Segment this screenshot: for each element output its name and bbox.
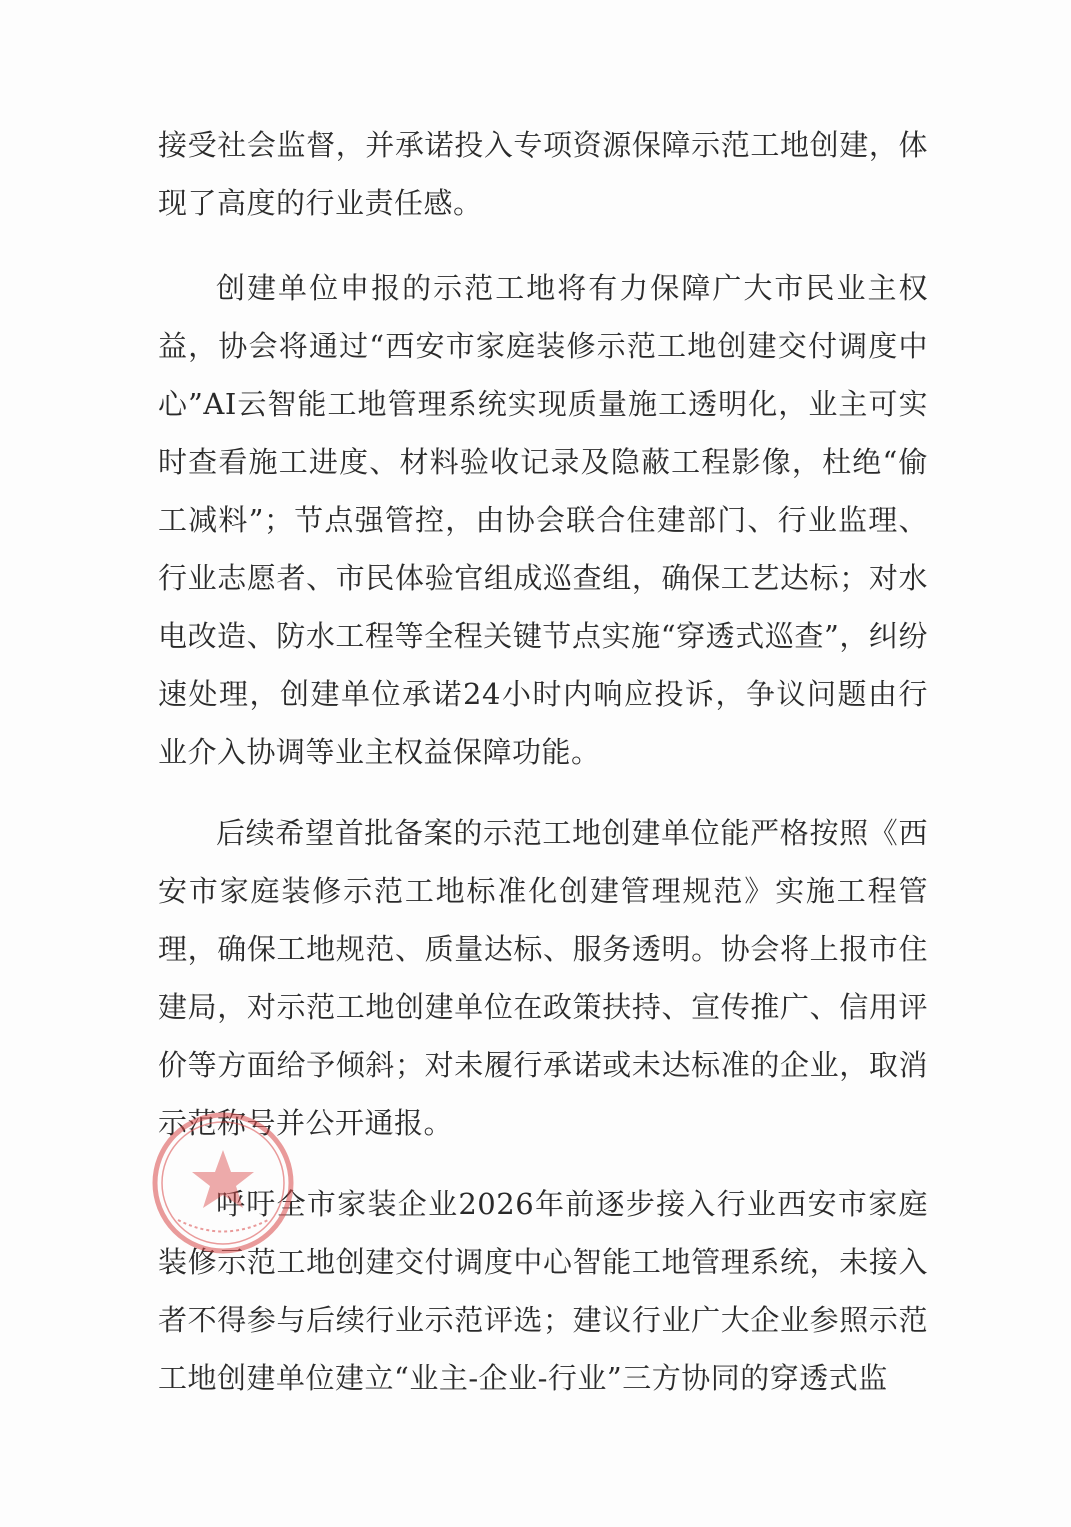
paragraph-text: 呼吁全市家装企业2026年前逐步接入行业西安市家庭装修示范工地创建交付调度中心智能工地管理系统，未接入者不得参与后续行业示范评选；建议行业广大企业参照示范工地创建单位建立“业主-企业-行业”三方协同的穿透式监 <box>158 1187 928 1395</box>
paragraph-text: 接受社会监督，并承诺投入专项资源保障示范工地创建，体现了高度的行业责任感。 <box>158 128 928 220</box>
paragraph-text: 创建单位申报的示范工地将有力保障广大市民业主权益，协会将通过“西安市家庭装修示范工地创建交付调度中心”AI云智能工地管理系统实现质量施工透明化，业主可实时查看施工进度、材料验收记录及隐蔽工程影像，杜绝“偷工减料”；节点强管控，由协会联合住建部门、行业监理、行业志愿者、市民体验官组成巡查组，确保工艺达标；对水电改造、防水工程等全程关键节点实施“穿透式巡查”，纠纷速处理，创建单位承诺24小时内响应投诉，争议问题由行业介入协调等业主权益保障功能。 <box>158 271 928 769</box>
red-seal-stamp-icon <box>148 1108 298 1258</box>
paragraph-2 <box>158 259 928 781</box>
paragraph-3 <box>158 804 928 1152</box>
paragraph-text: 后续希望首批备案的示范工地创建单位能严格按照《西安市家庭装修示范工地标准化创建管理规范》实施工程管理，确保工地规范、质量达标、服务透明。协会将上报市住建局，对示范工地创建单位在政策扶持、宣传推广、信用评价等方面给予倾斜；对未履行承诺或未达标准的企业，取消示范称号并公开通报。 <box>158 816 928 1140</box>
paragraph-1 <box>158 116 928 232</box>
